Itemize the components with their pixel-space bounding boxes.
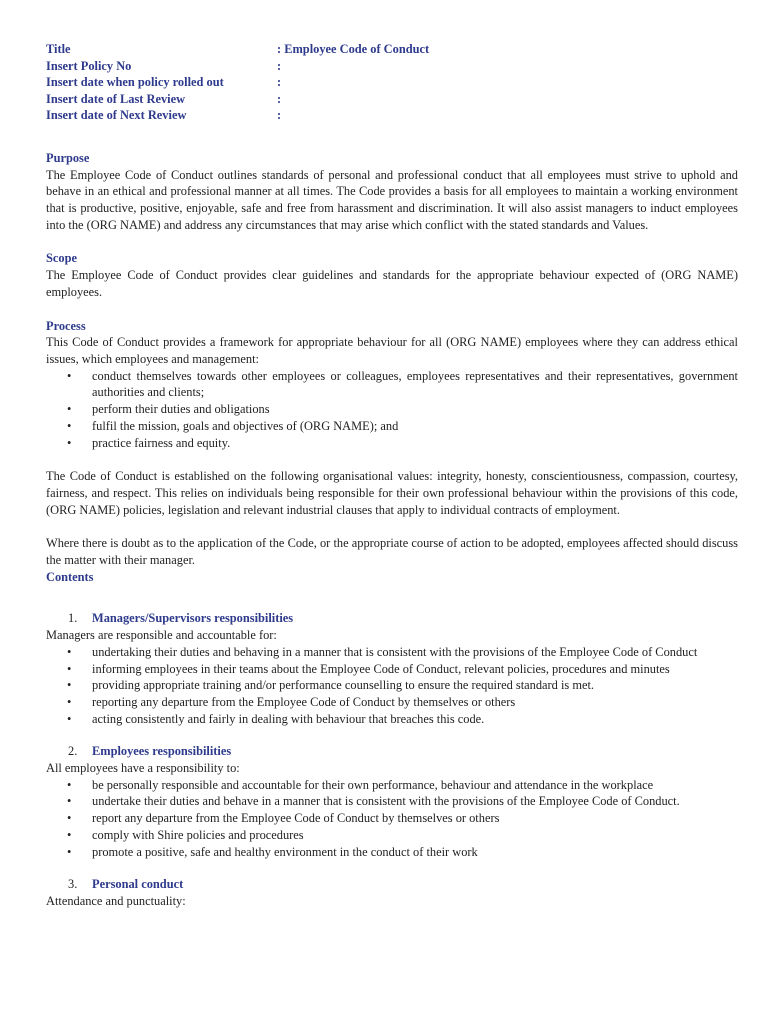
contents-heading: Contents (46, 569, 94, 584)
process-heading: Process (46, 318, 86, 333)
process-values-paragraph: The Code of Conduct is established on the following organisational values: integrity, honesty, conscientiousness, compassion, courtesy, fairness, and respect. This relies on individuals being responsible for their own professional behaviour within the provisions of this code, (ORG NAME) policies, legislation and relevant industrial clauses that apply to individual contracts of employment. (46, 469, 738, 517)
list-item: • be personally responsible and accountable for their own performance, behaviour and attendance in the workplace (92, 777, 738, 794)
meta-label-next-review: Insert date of Next Review (46, 108, 187, 123)
list-item: • reporting any departure from the Employee Code of Conduct by themselves or others (92, 694, 738, 711)
list-item: • perform their duties and obligations (92, 401, 738, 418)
meta-label-title: Title (46, 42, 71, 56)
process-bullet-list (46, 368, 738, 452)
meta-label-last-review: Insert date of Last Review (46, 91, 186, 106)
section-title: Employees responsibilities (92, 744, 232, 759)
meta-value-title: : Employee Code of Conduct (277, 42, 430, 56)
policy-meta-table (46, 41, 738, 124)
scope-heading: Scope (46, 251, 77, 266)
list-item: • fulfil the mission, goals and objectives of (ORG NAME); and (92, 418, 738, 435)
purpose-heading: Purpose (46, 150, 90, 165)
list-item: • promote a positive, safe and healthy environment in the conduct of their work (92, 844, 738, 861)
section-1-heading (46, 610, 738, 627)
section-2-bullet-list (46, 777, 738, 861)
meta-label-rollout-date: Insert date when policy rolled out (46, 75, 224, 90)
meta-value-last-review: : (277, 91, 282, 106)
process-doubt-paragraph: Where there is doubt as to the application of the Code, or the appropriate course of action to be adopted, employees affected should discuss the matter with their manager. (46, 536, 738, 568)
purpose-text: The Employee Code of Conduct outlines standards of personal and professional conduct that all employees must strive to uphold and behave in an ethical and professional manner at all times. The Code provides a basis for all employees to maintain a working environment that is productive, positive, enjoyable, safe and free from harassment and discrimination. It will also assist managers to induct employees into the (ORG NAME) and address any circumstances that may arise which conflict with the stated standards and Values. (46, 167, 738, 232)
section-3-heading (46, 876, 738, 893)
section-number: 1. (68, 611, 78, 626)
meta-value-rollout-date: : (277, 75, 282, 90)
list-item: • undertake their duties and behave in a manner that is consistent with the provisions of the Employee Code of Conduct. (92, 793, 738, 810)
section-1-intro: Managers are responsible and accountable for: (46, 628, 277, 643)
list-item: • undertaking their duties and behaving in a manner that is consistent with the provisions of the Employee Code of Conduct (92, 644, 738, 661)
section-title: Managers/Supervisors responsibilities (92, 611, 294, 626)
section-number: 3. (68, 877, 78, 892)
scope-text: The Employee Code of Conduct provides clear guidelines and standards for the appropriate behaviour expected of (ORG NAME) employees. (46, 268, 738, 299)
meta-value-policy-no: : (277, 58, 282, 73)
list-item: • acting consistently and fairly in dealing with behaviour that breaches this code. (92, 711, 738, 728)
list-item: • providing appropriate training and/or performance counselling to ensure the required standard is met. (92, 677, 738, 694)
section-3-intro: Attendance and punctuality: (46, 893, 186, 908)
section-1-bullet-list (46, 644, 738, 728)
list-item: • conduct themselves towards other employees or colleagues, employees representatives and their representatives, government authorities and clients; (92, 368, 738, 401)
list-item: • comply with Shire policies and procedures (92, 827, 738, 844)
list-item: • practice fairness and equity. (92, 435, 738, 452)
list-item: • informing employees in their teams about the Employee Code of Conduct, relevant policies, procedures and minutes (92, 661, 738, 678)
section-title: Personal conduct (92, 877, 184, 892)
meta-label-policy-no: Insert Policy No (46, 58, 132, 73)
meta-value-next-review: : (277, 108, 282, 123)
section-number: 2. (68, 744, 78, 759)
section-2-intro: All employees have a responsibility to: (46, 761, 240, 776)
list-item: • report any departure from the Employee Code of Conduct by themselves or others (92, 810, 738, 827)
process-intro: This Code of Conduct provides a framework for appropriate behaviour for all (ORG NAME) employees where they can address ethical issues, which employees and management: (46, 335, 738, 366)
section-2-heading (46, 743, 738, 760)
